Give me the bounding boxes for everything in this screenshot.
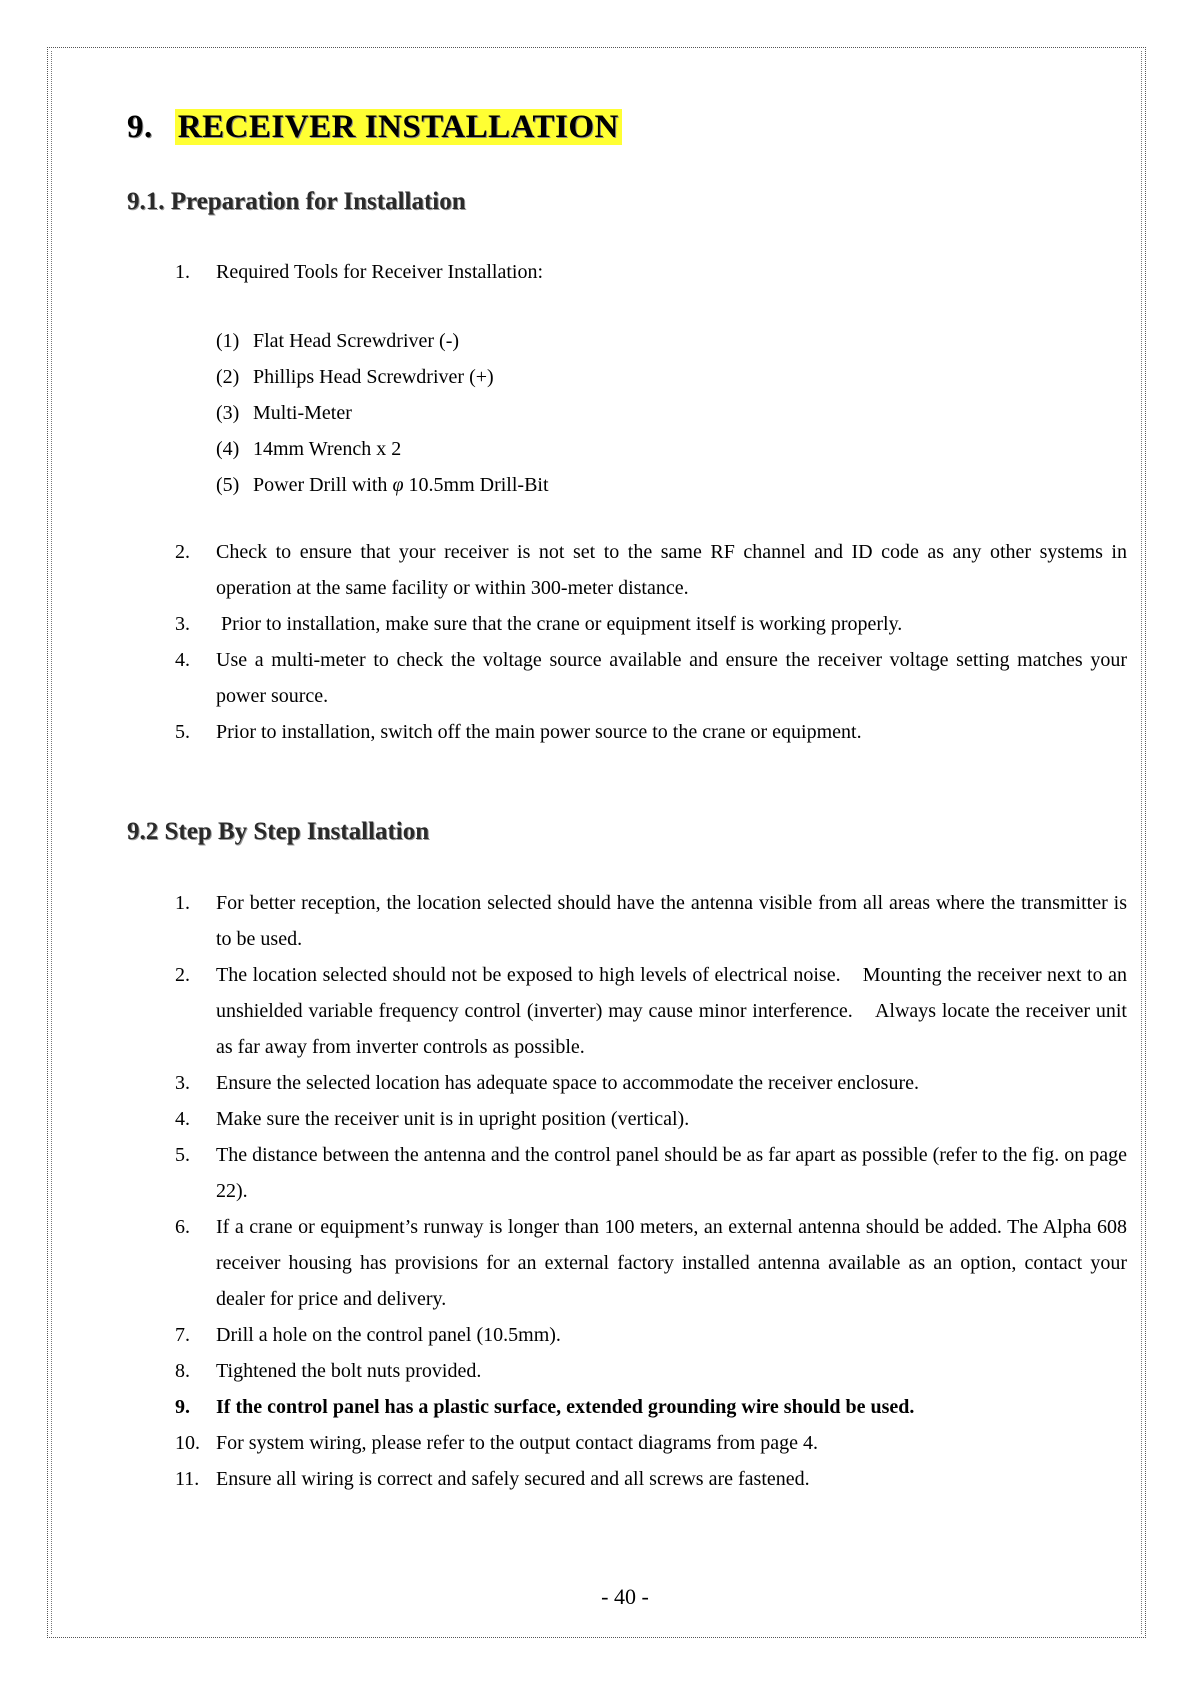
list-item xyxy=(175,1137,1127,1209)
preparation-list-intro xyxy=(175,254,1127,290)
tool-item-number: (3) xyxy=(216,402,240,424)
list-item-number: 5. xyxy=(175,1144,190,1166)
list-item xyxy=(175,714,1127,750)
list-item-number: 4. xyxy=(175,1108,190,1130)
tool-item-text-after: 10.5mm Drill-Bit xyxy=(403,474,549,496)
list-item-number: 5. xyxy=(175,721,190,743)
list-item-text: Ensure all wiring is correct and safely secured and all screws are fastened. xyxy=(216,1468,810,1490)
list-item xyxy=(175,254,1127,290)
tool-item-text xyxy=(253,467,549,503)
tool-item xyxy=(216,467,549,503)
list-item-number: 11. xyxy=(175,1468,200,1490)
list-item-text: Make sure the receiver unit is in upright position (vertical). xyxy=(216,1108,690,1130)
tool-item-number: (2) xyxy=(216,366,240,388)
tool-item-text: Multi-Meter xyxy=(253,402,352,424)
tool-item xyxy=(216,431,549,467)
tool-item-number: (1) xyxy=(216,330,240,352)
list-item xyxy=(175,534,1127,606)
tool-item xyxy=(216,323,549,359)
list-item-text: Prior to installation, switch off the main power source to the crane or equipment. xyxy=(216,721,862,743)
page-number: - 40 - xyxy=(601,1584,649,1609)
chapter-number: 9. xyxy=(127,109,153,145)
list-item-number: 1. xyxy=(175,261,190,283)
list-item xyxy=(175,1317,1127,1353)
list-item-text: If the control panel has a plastic surface, extended grounding wire should be used. xyxy=(216,1396,915,1418)
tool-item-text-before: Power Drill with xyxy=(253,474,393,496)
list-item-number: 8. xyxy=(175,1360,190,1382)
list-item-text: Use a multi-meter to check the voltage source available and ensure the receiver voltage setting matches your power source. xyxy=(216,649,1127,707)
list-item-text: The location selected should not be exposed to high levels of electrical noise. Mounting the receiver next to an unshielded variable frequency control (inverter) may cause minor interference. Always locate the receiver unit as far away from inverter controls as possible. xyxy=(216,964,1132,1058)
tool-item-number: (5) xyxy=(216,474,240,496)
list-item-number: 2. xyxy=(175,541,190,563)
installation-steps-list xyxy=(175,885,1132,1497)
list-item-text: For system wiring, please refer to the output contact diagrams from page 4. xyxy=(216,1432,819,1454)
list-item-number: 1. xyxy=(175,892,190,914)
list-item-text: If a crane or equipment’s runway is longer than 100 meters, an external antenna should be added. The Alpha 608 receiver housing has provisions for an external factory installed antenna available as an option, contact your dealer for price and delivery. xyxy=(216,1216,1127,1310)
list-item xyxy=(175,1101,1127,1137)
list-item-warning xyxy=(175,1389,1127,1425)
list-item-number: 2. xyxy=(175,964,190,986)
list-item xyxy=(175,957,1132,1065)
list-item xyxy=(175,1425,1127,1461)
list-item xyxy=(175,1353,1127,1389)
tool-item xyxy=(216,395,549,431)
list-item-number: 6. xyxy=(175,1216,190,1238)
list-item-text: Prior to installation, make sure that the crane or equipment itself is working properly. xyxy=(216,613,903,635)
chapter-title-highlight: RECEIVER INSTALLATION xyxy=(175,109,622,145)
tool-item-number: (4) xyxy=(216,438,240,460)
list-item-number: 3. xyxy=(175,613,190,635)
list-item-number: 3. xyxy=(175,1072,190,1094)
chapter-title xyxy=(127,103,622,151)
list-item-text: Ensure the selected location has adequate space to accommodate the receiver enclosure. xyxy=(216,1072,919,1094)
section-title-step-by-step: 9.2 Step By Step Installation xyxy=(127,818,430,845)
list-item-text: The distance between the antenna and the control panel should be as far apart as possible (refer to the fig. on page 22). xyxy=(216,1144,1127,1202)
tool-item-text: Phillips Head Screwdriver (+) xyxy=(253,366,494,388)
list-item-number: 10. xyxy=(175,1432,200,1454)
tool-item xyxy=(216,359,549,395)
list-item-text: For better reception, the location selected should have the antenna visible from all areas where the transmitter is to be used. xyxy=(216,892,1127,950)
list-item-text: Check to ensure that your receiver is not set to the same RF channel and ID code as any other systems in operation at the same facility or within 300-meter distance. xyxy=(216,541,1127,599)
list-item xyxy=(175,885,1127,957)
list-item xyxy=(175,1461,1127,1497)
required-tools-list xyxy=(216,323,549,503)
preparation-list xyxy=(175,534,1127,750)
list-item-number: 7. xyxy=(175,1324,190,1346)
list-item-text: Required Tools for Receiver Installation: xyxy=(216,261,544,283)
tool-item-text: 14mm Wrench x 2 xyxy=(253,438,402,460)
list-item-text: Drill a hole on the control panel (10.5mm). xyxy=(216,1324,561,1346)
list-item-number: 4. xyxy=(175,649,190,671)
list-item xyxy=(175,642,1127,714)
list-item xyxy=(175,606,1127,642)
section-title-preparation: 9.1. Preparation for Installation xyxy=(127,188,466,215)
tool-item-text: Flat Head Screwdriver (-) xyxy=(253,330,460,352)
list-item-number: 9. xyxy=(175,1396,190,1418)
phi-symbol: φ xyxy=(392,474,404,496)
list-item xyxy=(175,1065,1127,1101)
list-item xyxy=(175,1209,1127,1317)
list-item-text: Tightened the bolt nuts provided. xyxy=(216,1360,482,1382)
